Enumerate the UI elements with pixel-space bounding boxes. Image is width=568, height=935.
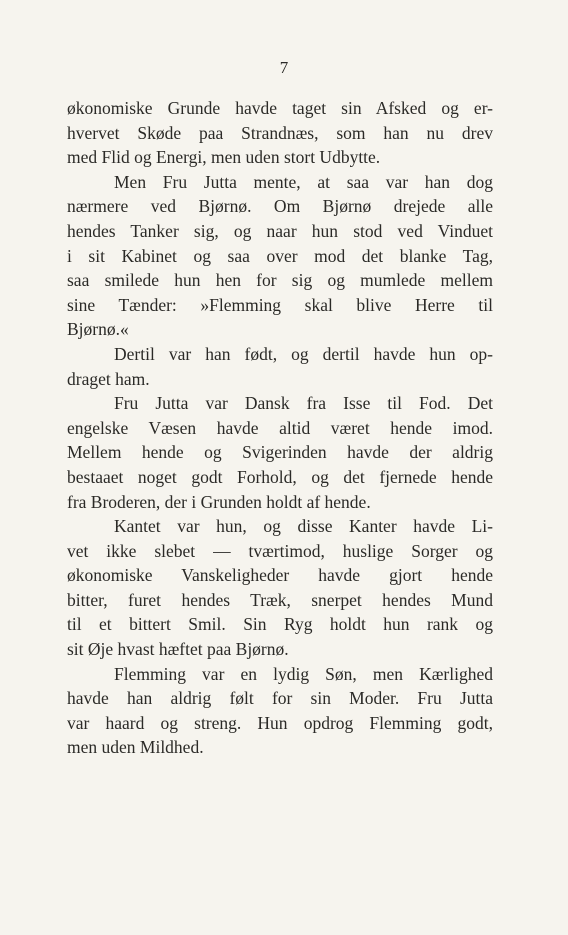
text-line: vet ikke slebet — tværtimod, huslige Sorger og bbox=[67, 540, 493, 561]
text-line: saa smilede hun hen for sig og mumlede mellem bbox=[67, 270, 493, 291]
text-line: i sit Kabinet og saa over mod det blanke Tag, bbox=[67, 245, 493, 266]
text-line: var haard og streng. Hun opdrog Flemming godt, bbox=[67, 712, 493, 733]
text-line: fra Broderen, der i Grunden holdt af hende. bbox=[67, 491, 371, 512]
text-line: hvervet Skøde paa Strandnæs, som han nu drev bbox=[67, 122, 493, 143]
text-line: økonomiske Vanskeligheder havde gjort hende bbox=[67, 565, 493, 586]
text-line: bitter, furet hendes Træk, snerpet hendes Mund bbox=[67, 589, 493, 610]
text-line: økonomiske Grunde havde taget sin Afsked og er- bbox=[67, 98, 493, 118]
text-line: Bjørnø.« bbox=[67, 319, 129, 340]
text-line: til et bittert Smil. Sin Ryg holdt hun rank og bbox=[67, 614, 493, 635]
text-line: Fru Jutta var Dansk fra Isse til Fod. Det bbox=[114, 393, 493, 414]
text-line: draget ham. bbox=[67, 368, 150, 389]
text-line: med Flid og Energi, men uden stort Udbytte. bbox=[67, 147, 381, 168]
page-number: 7 bbox=[279, 58, 289, 77]
text-line: bestaaet noget godt Forhold, og det fjernede hende bbox=[67, 466, 493, 487]
text-line: hendes Tanker sig, og naar hun stod ved Vinduet bbox=[67, 220, 493, 241]
text-line: havde han aldrig følt for sin Moder. Fru Jutta bbox=[67, 688, 493, 709]
text-line: nærmere ved Bjørnø. Om Bjørnø drejede alle bbox=[67, 196, 493, 217]
text-line: Dertil var han født, og dertil havde hun op- bbox=[114, 343, 493, 364]
text-line: Kantet var hun, og disse Kanter havde Li- bbox=[114, 516, 493, 537]
text-line: Flemming var en lydig Søn, men Kærlighed bbox=[114, 663, 493, 684]
text-line: sine Tænder: »Flemming skal blive Herre til bbox=[67, 294, 493, 315]
body-text bbox=[67, 96, 493, 760]
text-line: Mellem hende og Svigerinden havde der aldrig bbox=[67, 442, 493, 463]
text-line: Men Fru Jutta mente, at saa var han dog bbox=[114, 171, 493, 192]
text-line: engelske Væsen havde altid været hende imod. bbox=[67, 417, 493, 438]
text-line: men uden Mildhed. bbox=[67, 737, 204, 758]
text-line: sit Øje hvast hæftet paa Bjørnø. bbox=[67, 639, 289, 660]
